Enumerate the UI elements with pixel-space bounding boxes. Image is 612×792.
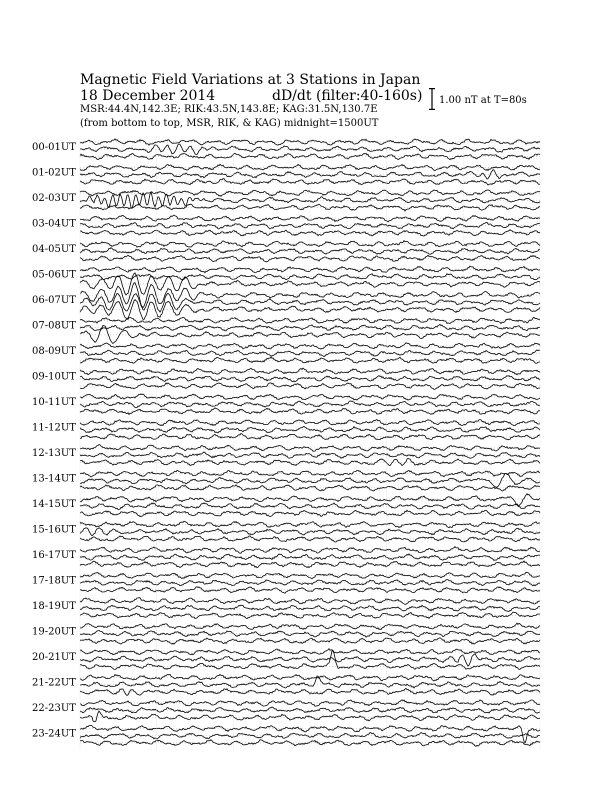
row-label: 10-11UT <box>32 397 76 408</box>
row-label: 11-12UT <box>32 422 76 434</box>
row-label: 03-04UT <box>32 218 76 230</box>
row-label: 13-14UT <box>32 473 76 485</box>
row-label: 12-13UT <box>32 448 76 459</box>
chart-title: Magnetic Field Variations at 3 Stations in Japan <box>80 72 421 88</box>
row-label: 23-24UT <box>32 728 76 740</box>
row-label: 19-20UT <box>32 626 76 638</box>
row-label: 22-23UT <box>32 703 76 714</box>
row-label: 00-01UT <box>32 142 76 153</box>
chart-filter: dD/dt (filter:40-160s) <box>272 88 423 104</box>
row-label: 18-19UT <box>32 601 76 612</box>
row-label: 20-21UT <box>32 652 76 663</box>
row-label: 02-03UT <box>32 193 76 204</box>
row-label: 14-15UT <box>32 499 76 510</box>
row-label: 01-02UT <box>32 167 76 179</box>
row-label: 21-22UT <box>32 677 76 689</box>
row-label: 05-06UT <box>32 269 76 281</box>
station-coordinates: MSR:44.4N,142.3E; RIK:43.5N,143.8E; KAG:31.5N,130.7E <box>80 104 378 115</box>
row-label: 08-09UT <box>32 346 76 357</box>
row-label: 09-10UT <box>32 371 76 383</box>
row-label: 04-05UT <box>32 244 76 255</box>
trace-order-note: (from bottom to top, MSR, RIK, & KAG) midnight=1500UT <box>80 118 379 129</box>
row-label: 07-08UT <box>32 320 76 332</box>
row-label: 15-16UT <box>32 524 76 536</box>
scale-label: 1.00 nT at T=80s <box>439 95 527 106</box>
row-label: 06-07UT <box>32 295 76 306</box>
row-label: 17-18UT <box>32 575 76 587</box>
chart-date: 18 December 2014 <box>80 88 216 104</box>
row-label: 16-17UT <box>32 550 76 561</box>
